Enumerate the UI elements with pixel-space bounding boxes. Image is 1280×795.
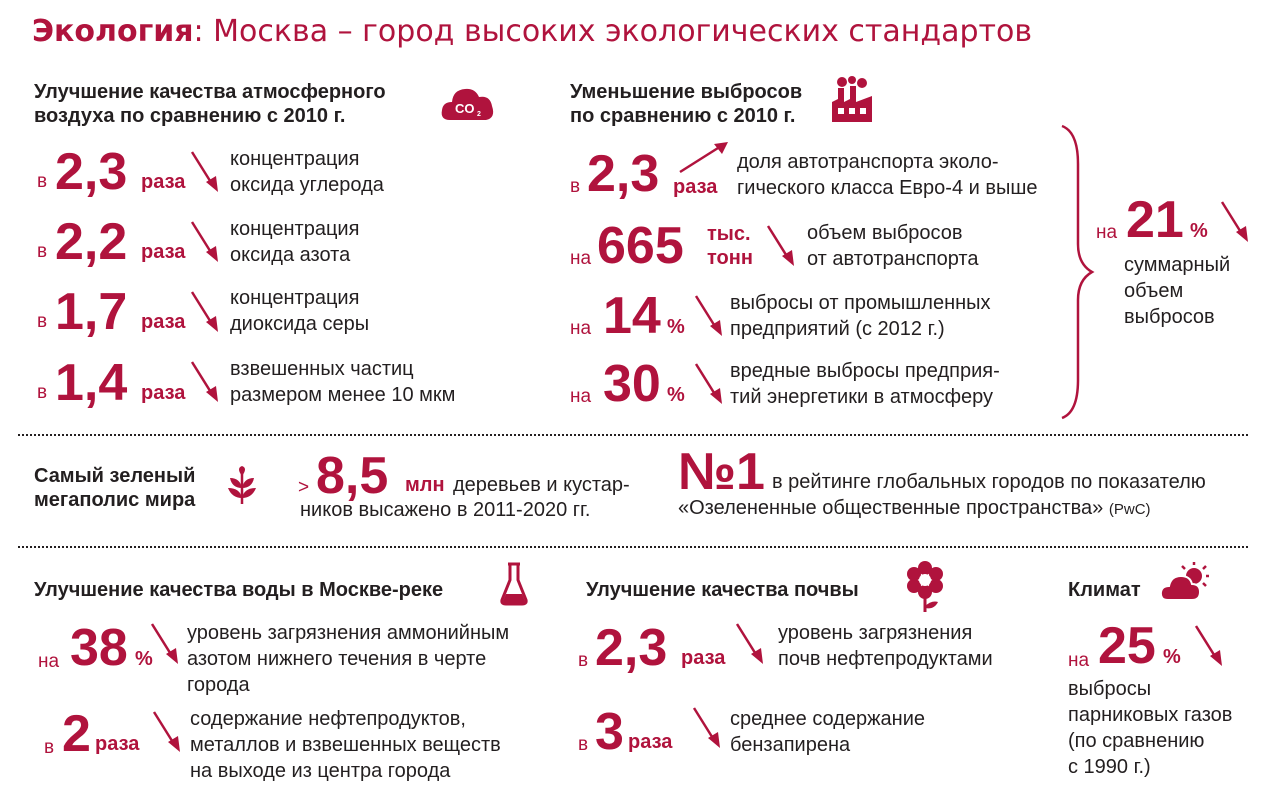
climate-value: 25 <box>1098 617 1156 675</box>
arrow-down-icon <box>188 288 222 336</box>
plant-icon <box>226 466 258 506</box>
page-title: Экология: Москва – город высоких экологических стандартов <box>32 14 1033 49</box>
air-value: 1,7 <box>55 283 128 341</box>
emissions-unit: раза <box>673 176 718 198</box>
air-desc: концентрация оксида азота <box>230 218 360 266</box>
emissions-total-unit: % <box>1190 220 1208 242</box>
air-desc: концентрация диоксида серы <box>230 287 370 335</box>
air-value: 2,3 <box>55 143 128 201</box>
climate-desc: выбросы парниковых газов (по сравнению с 1990 г.) <box>1068 678 1233 778</box>
svg-text:CO: CO <box>455 101 475 116</box>
co2-cloud-icon <box>440 80 496 124</box>
air-heading: Улучшение качества атмосферного воздуха по сравнению с 2010 г. <box>34 81 386 127</box>
arrow-down-icon <box>690 704 724 752</box>
rank-desc2: «Озелененные общественные пространства» (PwC) <box>678 497 1151 519</box>
soil-value: 3 <box>595 703 624 761</box>
trees-prefix: > <box>298 477 310 498</box>
green-heading: Самый зеленый мегаполис мира <box>34 465 196 511</box>
water-value: 38 <box>70 619 128 677</box>
air-desc: концентрация оксида углерода <box>230 148 384 196</box>
climate-unit: % <box>1163 646 1181 668</box>
water-desc: содержание нефтепродуктов, металлов и взвешенных веществ на выходе из центра города <box>190 708 501 782</box>
water-value: 2 <box>62 705 91 763</box>
rank-desc1: в рейтинге глобальных городов по показателю <box>772 471 1206 493</box>
water-unit: раза <box>95 733 140 755</box>
divider <box>18 434 1248 436</box>
flower-icon <box>904 560 946 612</box>
arrow-down-icon <box>692 292 726 340</box>
air-value: 1,4 <box>55 354 128 412</box>
emissions-unit: тыс. тонн <box>707 223 753 269</box>
arrow-down-icon <box>150 708 184 756</box>
emissions-desc: выбросы от промышленных предприятий (с 2012 г.) <box>730 292 991 340</box>
emissions-value: 2,3 <box>587 145 660 203</box>
divider <box>18 546 1248 548</box>
emissions-prefix: на <box>570 318 592 339</box>
water-prefix: на <box>38 651 60 672</box>
arrow-down-icon <box>148 620 182 668</box>
climate-heading: Климат <box>1068 579 1141 601</box>
air-unit: раза <box>141 382 186 404</box>
arrow-down-icon <box>692 360 726 408</box>
emissions-prefix: на <box>570 386 592 407</box>
soil-desc: среднее содержание бензапирена <box>730 708 925 756</box>
air-desc: взвешенных частиц размером менее 10 мкм <box>230 358 456 406</box>
emissions-prefix: на <box>570 248 592 269</box>
emissions-desc: вредные выбросы предприя- тий энергетики в атмосферу <box>730 360 1000 408</box>
air-unit: раза <box>141 311 186 333</box>
air-prefix: в <box>37 171 48 192</box>
trees-desc2: ников высажено в 2011-2020 гг. <box>300 499 591 521</box>
arrow-down-icon <box>1192 622 1226 670</box>
emissions-prefix: в <box>570 176 581 197</box>
emissions-unit: % <box>667 316 685 338</box>
arrow-down-icon <box>733 620 767 668</box>
emissions-total-prefix: на <box>1096 222 1118 243</box>
rank-value: №1 <box>678 443 765 501</box>
trees-unit: млн <box>405 474 445 496</box>
air-value: 2,2 <box>55 213 128 271</box>
factory-icon <box>830 76 874 124</box>
emissions-value: 30 <box>603 355 661 413</box>
air-unit: раза <box>141 241 186 263</box>
arrow-down-icon <box>188 358 222 406</box>
soil-desc: уровень загрязнения почв нефтепродуктами <box>778 622 993 670</box>
sun-cloud-icon <box>1160 562 1210 602</box>
arrow-down-icon <box>1218 198 1252 246</box>
water-desc: уровень загрязнения аммонийным азотом нижнего течения в черте города <box>187 622 510 696</box>
soil-prefix: в <box>578 734 589 755</box>
trees-value: 8,5 <box>316 447 389 505</box>
water-prefix: в <box>44 737 55 758</box>
svg-text:2: 2 <box>477 111 481 118</box>
emissions-unit: % <box>667 384 685 406</box>
soil-unit: раза <box>628 731 673 753</box>
emissions-value: 665 <box>597 217 684 275</box>
curly-brace <box>1056 124 1096 420</box>
flask-icon <box>500 562 528 606</box>
soil-unit: раза <box>681 647 726 669</box>
air-prefix: в <box>37 382 48 403</box>
soil-value: 2,3 <box>595 619 668 677</box>
emissions-total-value: 21 <box>1126 191 1184 249</box>
water-unit: % <box>135 648 153 670</box>
emissions-heading: Уменьшение выбросов по сравнению с 2010 г. <box>570 81 803 127</box>
air-prefix: в <box>37 311 48 332</box>
emissions-total-desc: суммарный объем выбросов <box>1124 254 1231 328</box>
soil-heading: Улучшение качества почвы <box>586 579 859 601</box>
trees-desc1: деревьев и кустар- <box>453 474 630 496</box>
arrow-down-icon <box>188 218 222 266</box>
climate-prefix: на <box>1068 650 1090 671</box>
emissions-value: 14 <box>603 287 661 345</box>
air-unit: раза <box>141 171 186 193</box>
soil-prefix: в <box>578 650 589 671</box>
arrow-down-icon <box>188 148 222 196</box>
air-prefix: в <box>37 241 48 262</box>
water-heading: Улучшение качества воды в Москве-реке <box>34 579 444 601</box>
emissions-desc: объем выбросов от автотранспорта <box>807 222 979 270</box>
arrow-up-icon <box>678 140 730 176</box>
arrow-down-icon <box>764 222 798 270</box>
emissions-desc: доля автотранспорта эколо- гического класса Евро-4 и выше <box>737 151 1038 199</box>
